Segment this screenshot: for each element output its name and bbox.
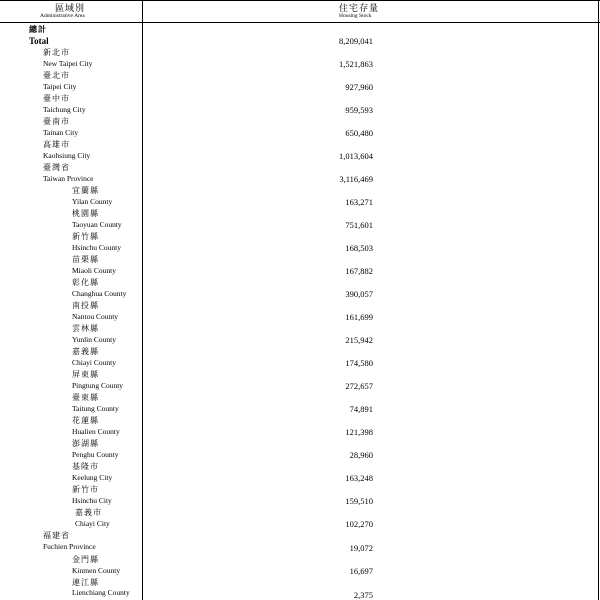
row-label-zh: 南投縣: [72, 301, 99, 310]
row-value: 159,510: [345, 496, 373, 506]
row-value: 927,960: [345, 82, 373, 92]
row-label-zh: 澎湖縣: [72, 439, 99, 448]
row-label-zh: 金門縣: [72, 555, 99, 564]
row-label-zh: 屏東縣: [72, 370, 99, 379]
row-label-en: Tainan City: [43, 128, 79, 137]
header-rule: [0, 22, 600, 23]
row-label-zh: 雲林縣: [72, 324, 99, 333]
row-label-en: Taoyuan County: [72, 220, 122, 229]
column-divider: [142, 0, 143, 600]
row-label-zh: 基隆市: [72, 462, 99, 471]
row-label-en: Hualien County: [72, 427, 120, 436]
row-label-zh: 花蓮縣: [72, 416, 99, 425]
row-label-en: Chiayi County: [72, 358, 116, 367]
row-value: 167,882: [345, 266, 373, 276]
row-label-zh: 臺中市: [43, 94, 70, 103]
row-value: 16,697: [349, 566, 373, 576]
row-label-zh: 新竹縣: [72, 232, 99, 241]
row-label-en: Yunlin County: [72, 335, 116, 344]
row-value: 1,013,604: [339, 151, 373, 161]
header-area-en: Administrative Area: [40, 13, 85, 19]
row-label-zh: 臺南市: [43, 117, 70, 126]
top-rule: [0, 0, 600, 1]
row-label-en: Chiayi City: [75, 519, 110, 528]
row-value: 161,699: [345, 312, 373, 322]
row-value: 121,398: [345, 427, 373, 437]
row-label-en: Hsinchu City: [72, 496, 112, 505]
row-label-zh: 新竹市: [72, 485, 99, 494]
header-stock-zh: 住宅存量: [339, 3, 380, 13]
row-value: 959,593: [345, 105, 373, 115]
row-value: 751,601: [345, 220, 373, 230]
row-label-en: Pingtung County: [72, 381, 124, 390]
row-value: 2,375: [353, 590, 373, 600]
row-label-zh: 福建省: [43, 531, 70, 540]
row-value: 168,503: [345, 243, 373, 253]
row-label-en: Changhua County: [72, 289, 127, 298]
row-value: 163,271: [345, 197, 373, 207]
row-label-en: New Taipei City: [43, 59, 93, 68]
row-label-zh: 臺北市: [43, 71, 70, 80]
row-label-en: Taichung City: [43, 105, 86, 114]
row-label-en: Lienchiang County: [72, 588, 130, 597]
row-label-zh: 苗栗縣: [72, 255, 99, 264]
row-label-en: Yilan County: [72, 197, 113, 206]
row-label-zh: 臺東縣: [72, 393, 99, 402]
row-value: 19,072: [349, 543, 373, 553]
row-label-zh: 嘉義縣: [72, 347, 99, 356]
row-label-zh: 宜蘭縣: [72, 186, 99, 195]
row-label-zh: 連江縣: [72, 578, 99, 587]
row-label-en: Taitung County: [72, 404, 119, 413]
row-value: 74,891: [349, 404, 373, 414]
row-value: 163,248: [345, 473, 373, 483]
row-label-en: Keelung City: [72, 473, 113, 482]
row-value: 272,657: [345, 381, 373, 391]
row-label-en: Total: [29, 36, 49, 46]
row-label-en: Nantou County: [72, 312, 119, 321]
row-label-zh: 高雄市: [43, 140, 70, 149]
row-value: 390,057: [345, 289, 373, 299]
row-value: 28,960: [349, 450, 373, 460]
row-value: 3,116,469: [339, 174, 373, 184]
row-label-zh: 彰化縣: [72, 278, 99, 287]
row-label-en: Fuchien Province: [43, 542, 96, 551]
row-label-en: Miaoli County: [72, 266, 116, 275]
row-value: 215,942: [345, 335, 373, 345]
row-label-zh: 臺灣省: [43, 163, 70, 172]
row-label-zh: 新北市: [43, 48, 70, 57]
row-value: 102,270: [345, 519, 373, 529]
row-value: 174,580: [345, 358, 373, 368]
header-area-zh: 區域別: [55, 3, 86, 13]
row-label-en: Hsinchu County: [72, 243, 121, 252]
right-border: [598, 0, 599, 600]
row-value: 8,209,041: [339, 36, 373, 46]
row-label-zh: 嘉義市: [75, 508, 102, 517]
header-stock-en: Housing Stock: [339, 13, 372, 19]
row-label-en: Taipei City: [43, 82, 77, 91]
row-value: 1,521,863: [339, 59, 373, 69]
row-label-zh: 總計: [29, 25, 47, 34]
row-label-en: Penghu County: [72, 450, 119, 459]
row-label-en: Taiwan Province: [43, 174, 94, 183]
row-label-en: Kaohsiung City: [43, 151, 91, 160]
row-value: 650,480: [345, 128, 373, 138]
row-label-en: Kinmen County: [72, 566, 121, 575]
row-label-zh: 桃園縣: [72, 209, 99, 218]
